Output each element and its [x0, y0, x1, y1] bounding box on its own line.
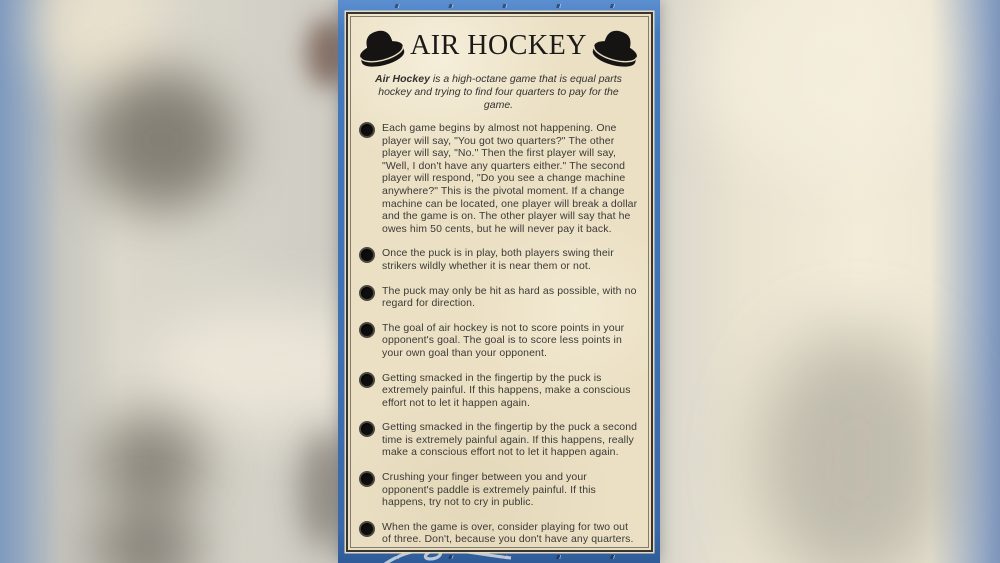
rule-text: Each game begins by almost not happening. One player will say, "You got two quarters?" The other player will say, "No." Then the first player will say, "Well, I don't have any quarters either." The second player will respond, "Do you see a change machine anywhere?" This is the pivotal moment. If a change machine can be located, one player will break a dollar and the game is on. The other player will say that he owes him 50 cents, but he will never pay it back. — [382, 122, 638, 235]
rule-item — [359, 471, 638, 509]
rule-item — [359, 372, 638, 410]
backdrop-blob — [700, 0, 940, 170]
air-hockey-rules-card — [338, 0, 660, 563]
air-hockey-mallet-icon — [589, 24, 643, 68]
rule-item — [359, 285, 638, 310]
rule-item — [359, 421, 638, 459]
stitch-marks-top — [348, 4, 650, 8]
puck-bullet-icon — [359, 247, 375, 263]
puck-bullet-icon — [359, 322, 375, 338]
intro-rest: is a high-octane game that is equal parts hockey and trying to find four quarters to pay for the game. — [378, 73, 622, 111]
rule-item — [359, 247, 638, 272]
intro-bold: Air Hockey — [375, 73, 430, 85]
poster-content — [350, 16, 649, 548]
rule-text: The puck may only be hit as hard as possible, with no regard for direction. — [382, 284, 637, 310]
puck-bullet-icon — [359, 285, 375, 301]
puck-bullet-icon — [359, 471, 375, 487]
backdrop-blob — [760, 330, 950, 563]
rule-text: Crushing your finger between you and your opponent's paddle is extremely painful. If this happens, try not to cry in public. — [382, 471, 596, 509]
puck-bullet-icon — [359, 421, 375, 437]
backdrop-blob — [90, 505, 200, 563]
rule-item — [359, 122, 638, 235]
poster-paper — [346, 12, 653, 552]
backdrop-blob — [86, 70, 236, 210]
rule-text: Once the puck is in play, both players swing their strikers wildly whether it is near them or not. — [382, 247, 614, 272]
puck-bullet-icon — [359, 122, 375, 138]
air-hockey-mallet-icon — [354, 24, 408, 68]
rule-text: Getting smacked in the fingertip by the puck is extremely painful. If this happens, make a conscious effort not to let it happen again. — [382, 371, 631, 409]
poster-title: AIR HOCKEY — [410, 30, 587, 61]
title-row — [359, 22, 638, 70]
backdrop-blob — [95, 415, 205, 510]
rule-text: The goal of air hockey is not to score points in your opponent's goal. The goal is to score less points in your own goal than your opponent. — [382, 321, 625, 359]
puck-bullet-icon — [359, 372, 375, 388]
intro-text — [366, 73, 631, 112]
rule-text: When the game is over, consider playing for two out of three. Don't, because you don't have any quarters. — [382, 520, 634, 546]
rule-item — [359, 322, 638, 360]
rules-list — [359, 122, 638, 546]
rule-text: Getting smacked in the fingertip by the puck a second time is extremely painful again. If this happens, really make a conscious effort not to let it happen again. — [382, 421, 638, 459]
rule-item — [359, 521, 638, 546]
puck-bullet-icon — [359, 521, 375, 537]
